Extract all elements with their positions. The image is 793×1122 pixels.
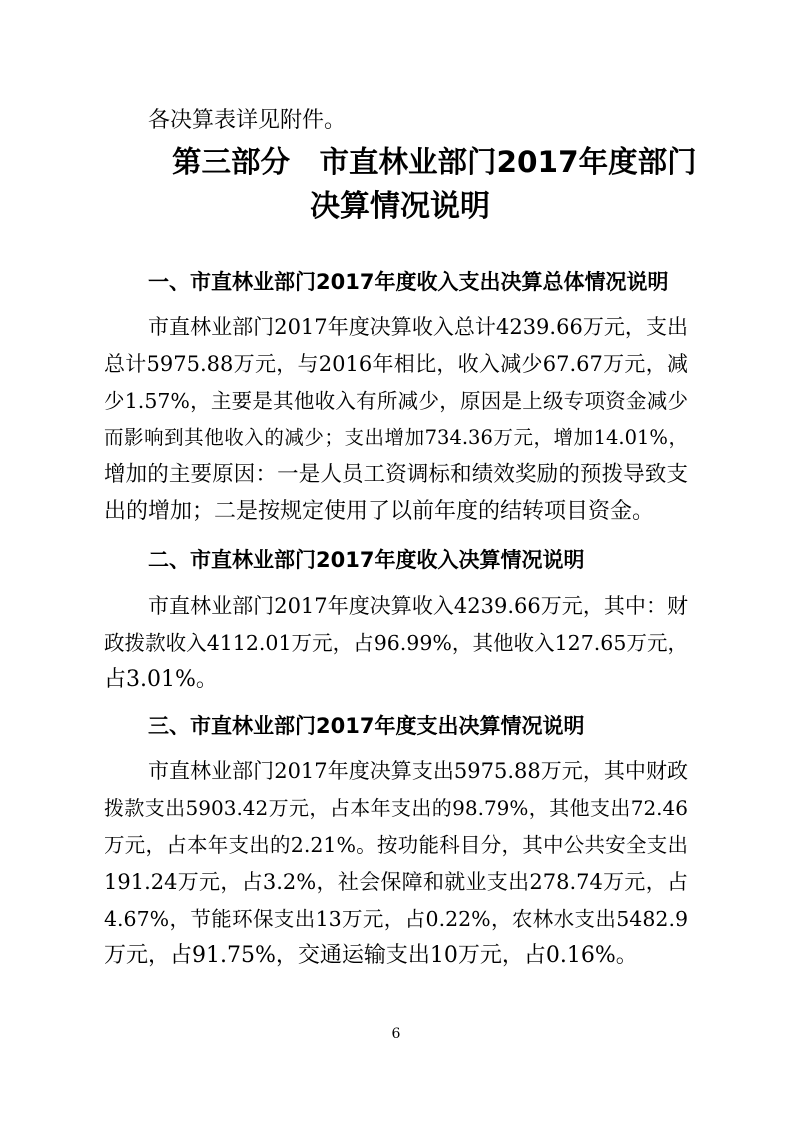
section-3-line-5: 4.67%，节能环保支出13万元，占0.22%，农林水支出5482.9 [104, 907, 688, 931]
section-1-line-4: 而影响到其他收入的减少；支出增加734.36万元，增加14.01%， [104, 426, 688, 449]
section-1-line-1: 市直林业部门2017年度决算收入总计4239.66万元，支出 [148, 315, 688, 339]
section-3-heading: 三、市直林业部门2017年度支出决算情况说明 [148, 714, 585, 738]
section-1-line-2: 总计5975.88万元，与2016年相比，收入减少67.67万元，减 [104, 352, 688, 376]
section-2-line-2: 政拨款收入4112.01万元，占96.99%，其他收入127.65万元， [104, 631, 688, 655]
section-2-heading: 二、市直林业部门2017年度收入决算情况说明 [148, 548, 585, 572]
section-1-line-3: 少1.57%，主要是其他收入有所减少，原因是上级专项资金减少 [104, 389, 688, 413]
intro-line: 各决算表详见附件。 [148, 108, 347, 133]
section-2-line-3: 占3.01%。 [104, 667, 218, 692]
section-2-line-1: 市直林业部门2017年度决算收入4239.66万元，其中：财 [148, 594, 688, 618]
section-1-line-5: 增加的主要原因：一是人员工资调标和绩效奖励的预拨导致支 [104, 462, 688, 487]
section-1-heading: 一、市直林业部门2017年度收入支出决算总体情况说明 [148, 270, 669, 294]
section-3-line-1: 市直林业部门2017年度决算支出5975.88万元，其中财政 [148, 759, 688, 783]
section-3-line-6: 万元，占91.75%，交通运输支出10万元，占0.16%。 [104, 943, 638, 968]
section-3-line-3: 万元，占本年支出的2.21%。按功能科目分，其中公共安全支出 [104, 833, 688, 857]
page-title-line-1: 第三部分 市直林业部门2017年度部门 [172, 145, 697, 179]
page-number: 6 [391, 1026, 401, 1042]
section-3-line-4: 191.24万元，占3.2%，社会保障和就业支出278.74万元，占 [104, 870, 688, 894]
section-3-line-2: 拨款支出5903.42万元，占本年支出的98.79%，其他支出72.46 [104, 796, 688, 820]
page-title-line-2: 决算情况说明 [310, 189, 490, 224]
section-1-line-6: 出的增加；二是按规定使用了以前年度的结转项目资金。 [104, 499, 655, 524]
